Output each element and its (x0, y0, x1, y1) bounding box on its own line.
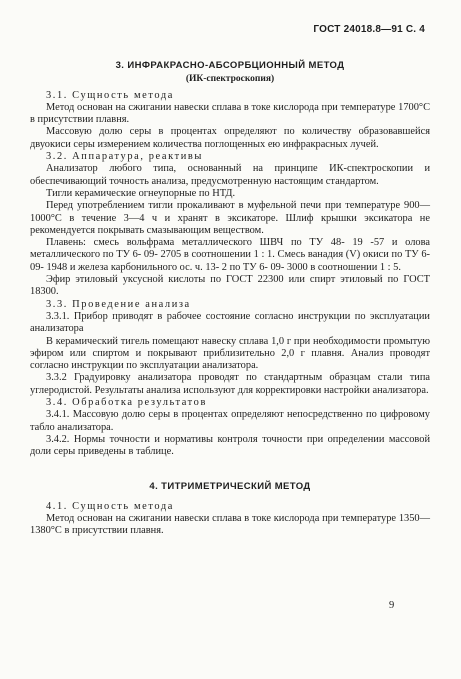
section-4-title: 4. ТИТРИМЕТРИЧЕСКИЙ МЕТОД (149, 480, 311, 492)
paragraph-3-2-b: Тигли керамические огнеупорные по НТД. (46, 187, 236, 199)
running-header: ГОСТ 24018.8—91 С. 4 (313, 24, 425, 35)
paragraph-3-2-d: Плавень: смесь вольфрама металлического ШВЧ по ТУ 48- 19 -57 и олова металлического по ТУ 6- 09- 2705 в соотношении 1 : 1. Смесь ванадия (V) окиси по ТУ 6- 09- 1948 и железа карбонильного ос. ч. 13- 2 по ТУ 6- 09- 3000 в соотношении 1 : 5. (30, 237, 430, 273)
paragraph-4-1-a: Метод основан на сжигании навески сплава в токе кислорода при температуре 1350—1380°С в присутствии плавня. (30, 513, 430, 537)
section-gap (30, 459, 430, 481)
subsection-3-4-heading: 3.4. Обработка результатов (46, 397, 207, 409)
subsection-3-2-heading: 3.2. Аппаратура, реактивы (46, 151, 204, 163)
section-3-subtitle: (ИК-спектроскопия) (185, 74, 275, 85)
paragraph-3-3-1-b: В керамический тигель помещают навеску сплава 1,0 г при необходимости промытую эфиром или спиртом и покрывают приблизительно 2,0 г плавня. Анализ проводят согласно инструкции по эксплуатации анализатора. (30, 335, 430, 372)
paragraph-3-2-e: Эфир этиловый уксусной кислоты по ГОСТ 22300 или спирт этиловый по ГОСТ 18300. (30, 274, 430, 298)
paragraph-3-1-b: Массовую долю серы в процентах определяют по количеству образовавшейся двуокиси серы измерением количества поглощенных ею инфракрасных лучей. (30, 126, 430, 150)
subsection-3-3-heading: 3.3. Проведение анализа (46, 298, 191, 310)
paragraph-3-3-1: 3.3.1. Прибор приводят в рабочее состояние согласно инструкции по эксплуатации анализатора (30, 310, 430, 335)
subsection-3-1-heading: 3.1. Сущность метода (46, 89, 174, 101)
paragraph-3-2-c: Перед употреблением тигли прокаливают в муфельной печи при температуре 900—1000°С в течение 3—4 ч и хранят в эксикаторе. Шлиф крышки эксикатора не рекомендуется покрывать смазывающим веществом. (30, 200, 430, 236)
paragraph-3-4-2: 3.4.2. Нормы точности и нормативы контроля точности при определении массовой доли серы приведены в таблице. (30, 433, 430, 458)
subsection-4-1-heading: 4.1. Сущность метода (46, 500, 174, 512)
paragraph-3-3-2: 3.3.2 Градуировку анализатора проводят по стандартным образцам стали типа углеродистой. Результаты анализа используют для корректировки настройки анализатора. (30, 372, 430, 396)
page-number: 9 (389, 600, 395, 611)
section-3-title: 3. ИНФРАКРАСНО-АБСОРБЦИОННЫЙ МЕТОД (115, 60, 345, 71)
page-body (30, 60, 430, 538)
paragraph-3-4-1: 3.4.1. Массовую долю серы в процентах определяют непосредственно по цифровому табло анализатора. (30, 409, 430, 433)
paragraph-3-1-a: Метод основан на сжигании навески сплава в токе кислорода при температуре 1700°С в присутствии плавня. (30, 101, 430, 126)
paragraph-3-2-a: Анализатор любого типа, основанный на принципе ИК-спектроскопии и обеспечивающий точность анализа, предусмотренную настоящим стандартом. (30, 163, 430, 187)
